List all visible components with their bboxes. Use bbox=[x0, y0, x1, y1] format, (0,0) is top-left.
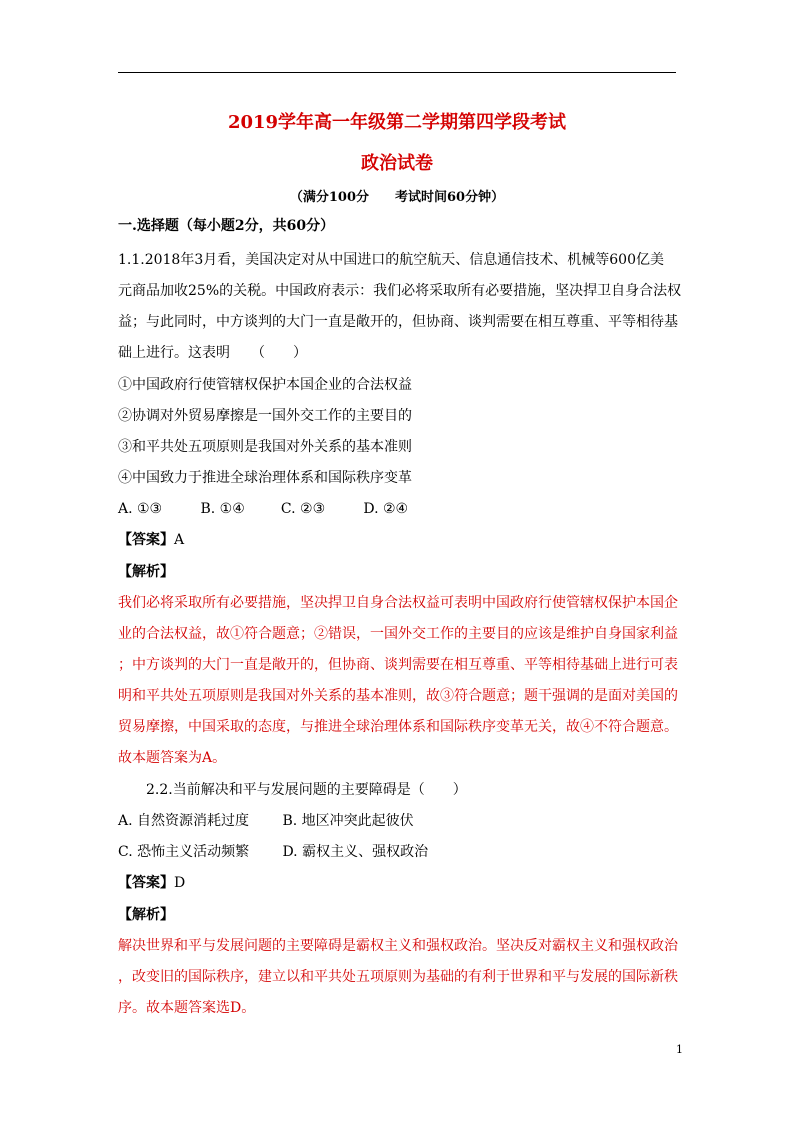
exam-meta: （满分100分 考试时间60分钟） bbox=[289, 190, 505, 205]
q2-answer bbox=[118, 874, 185, 892]
header-rule bbox=[118, 72, 676, 73]
q2-analysis-label: 【解析】 bbox=[118, 907, 174, 923]
q1-option-b: B. ①④ bbox=[200, 501, 245, 517]
q2-options-row bbox=[118, 812, 414, 830]
answer-value: D bbox=[174, 875, 186, 891]
page-number: 1 bbox=[676, 1043, 683, 1056]
q1-analysis-line: 明和平共处五项原则是我国对外关系的基本准则，故③符合题意；题干强调的是面对美国的 bbox=[118, 688, 678, 704]
q2-analysis-line: ，改变旧的国际秩序，建立以和平共处五项原则为基础的有利于世界和平与发展的国际新秩 bbox=[118, 969, 678, 985]
q1-item: ④中国致力于推进全球治理体系和国际秩序变革 bbox=[118, 470, 412, 486]
q1-answer bbox=[118, 531, 184, 549]
q2-analysis-line: 解决世界和平与发展问题的主要障碍是霸权主义和强权政治。坚决反对霸权主义和强权政治 bbox=[118, 938, 678, 954]
q1-option-c: C. ②③ bbox=[280, 501, 326, 517]
q2-option-a: A. 自然资源消耗过度 bbox=[118, 813, 250, 829]
q1-option-a: A. ①③ bbox=[118, 501, 163, 517]
q1-stem-line: 元商品加收25%的关税。中国政府表示：我们必将采取所有必要措施，坚决捍卫自身合法权 bbox=[118, 283, 682, 299]
q2-option-d: D. 霸权主义、强权政治 bbox=[282, 844, 429, 860]
q1-option-d: D. ②④ bbox=[363, 501, 409, 517]
q1-stem-line: 础上进行。这表明 （ ） bbox=[118, 345, 307, 361]
q1-analysis-line: 我们必将采取所有必要措施，坚决捍卫自身合法权益可表明中国政府行使管辖权保护本国企 bbox=[118, 595, 678, 611]
q1-analysis-line: ；中方谈判的大门一直是敞开的，但协商、谈判需要在相互尊重、平等相待基础上进行可表 bbox=[118, 657, 678, 673]
q2-options-row bbox=[118, 843, 428, 861]
q1-options bbox=[118, 500, 408, 518]
answer-label: 【答案】 bbox=[118, 532, 174, 548]
q1-analysis-line: 贸易摩擦，中国采取的态度，与推进全球治理体系和国际秩序变革无关，故④不符合题意。 bbox=[118, 719, 678, 735]
q1-item: ②协调对外贸易摩擦是一国外交工作的主要目的 bbox=[118, 408, 412, 424]
exam-title: 2019学年高一年级第二学期第四学段考试 bbox=[227, 112, 567, 133]
q2-option-c: C. 恐怖主义活动频繁 bbox=[118, 844, 250, 860]
q2-stem: 2.2.当前解决和平与发展问题的主要障碍是（ ） bbox=[146, 782, 467, 798]
q1-item: ③和平共处五项原则是我国对外关系的基本准则 bbox=[118, 439, 412, 455]
q1-stem-line: 1.1.2018年3月看，美国决定对从中国进口的航空航天、信息通信技术、机械等600亿美 bbox=[118, 252, 664, 268]
q1-analysis-line: 故本题答案为A。 bbox=[118, 750, 227, 766]
exam-subtitle: 政治试卷 bbox=[361, 153, 433, 174]
section-heading: 一.选择题（每小题2分，共60分） bbox=[118, 218, 335, 234]
q2-analysis-line: 序。故本题答案选D。 bbox=[118, 1000, 256, 1016]
q1-stem-line: 益；与此同时，中方谈判的大门一直是敞开的，但协商、谈判需要在相互尊重、平等相待基 bbox=[118, 314, 678, 330]
q1-analysis-label: 【解析】 bbox=[118, 564, 174, 580]
answer-value: A bbox=[174, 532, 185, 548]
answer-label: 【答案】 bbox=[118, 875, 174, 891]
q1-item: ①中国政府行使管辖权保护本国企业的合法权益 bbox=[118, 377, 412, 393]
q2-option-b: B. 地区冲突此起彼伏 bbox=[282, 813, 414, 829]
q1-analysis-line: 业的合法权益，故①符合题意；②错误，一国外交工作的主要目的应该是维护自身国家利益 bbox=[118, 626, 678, 642]
